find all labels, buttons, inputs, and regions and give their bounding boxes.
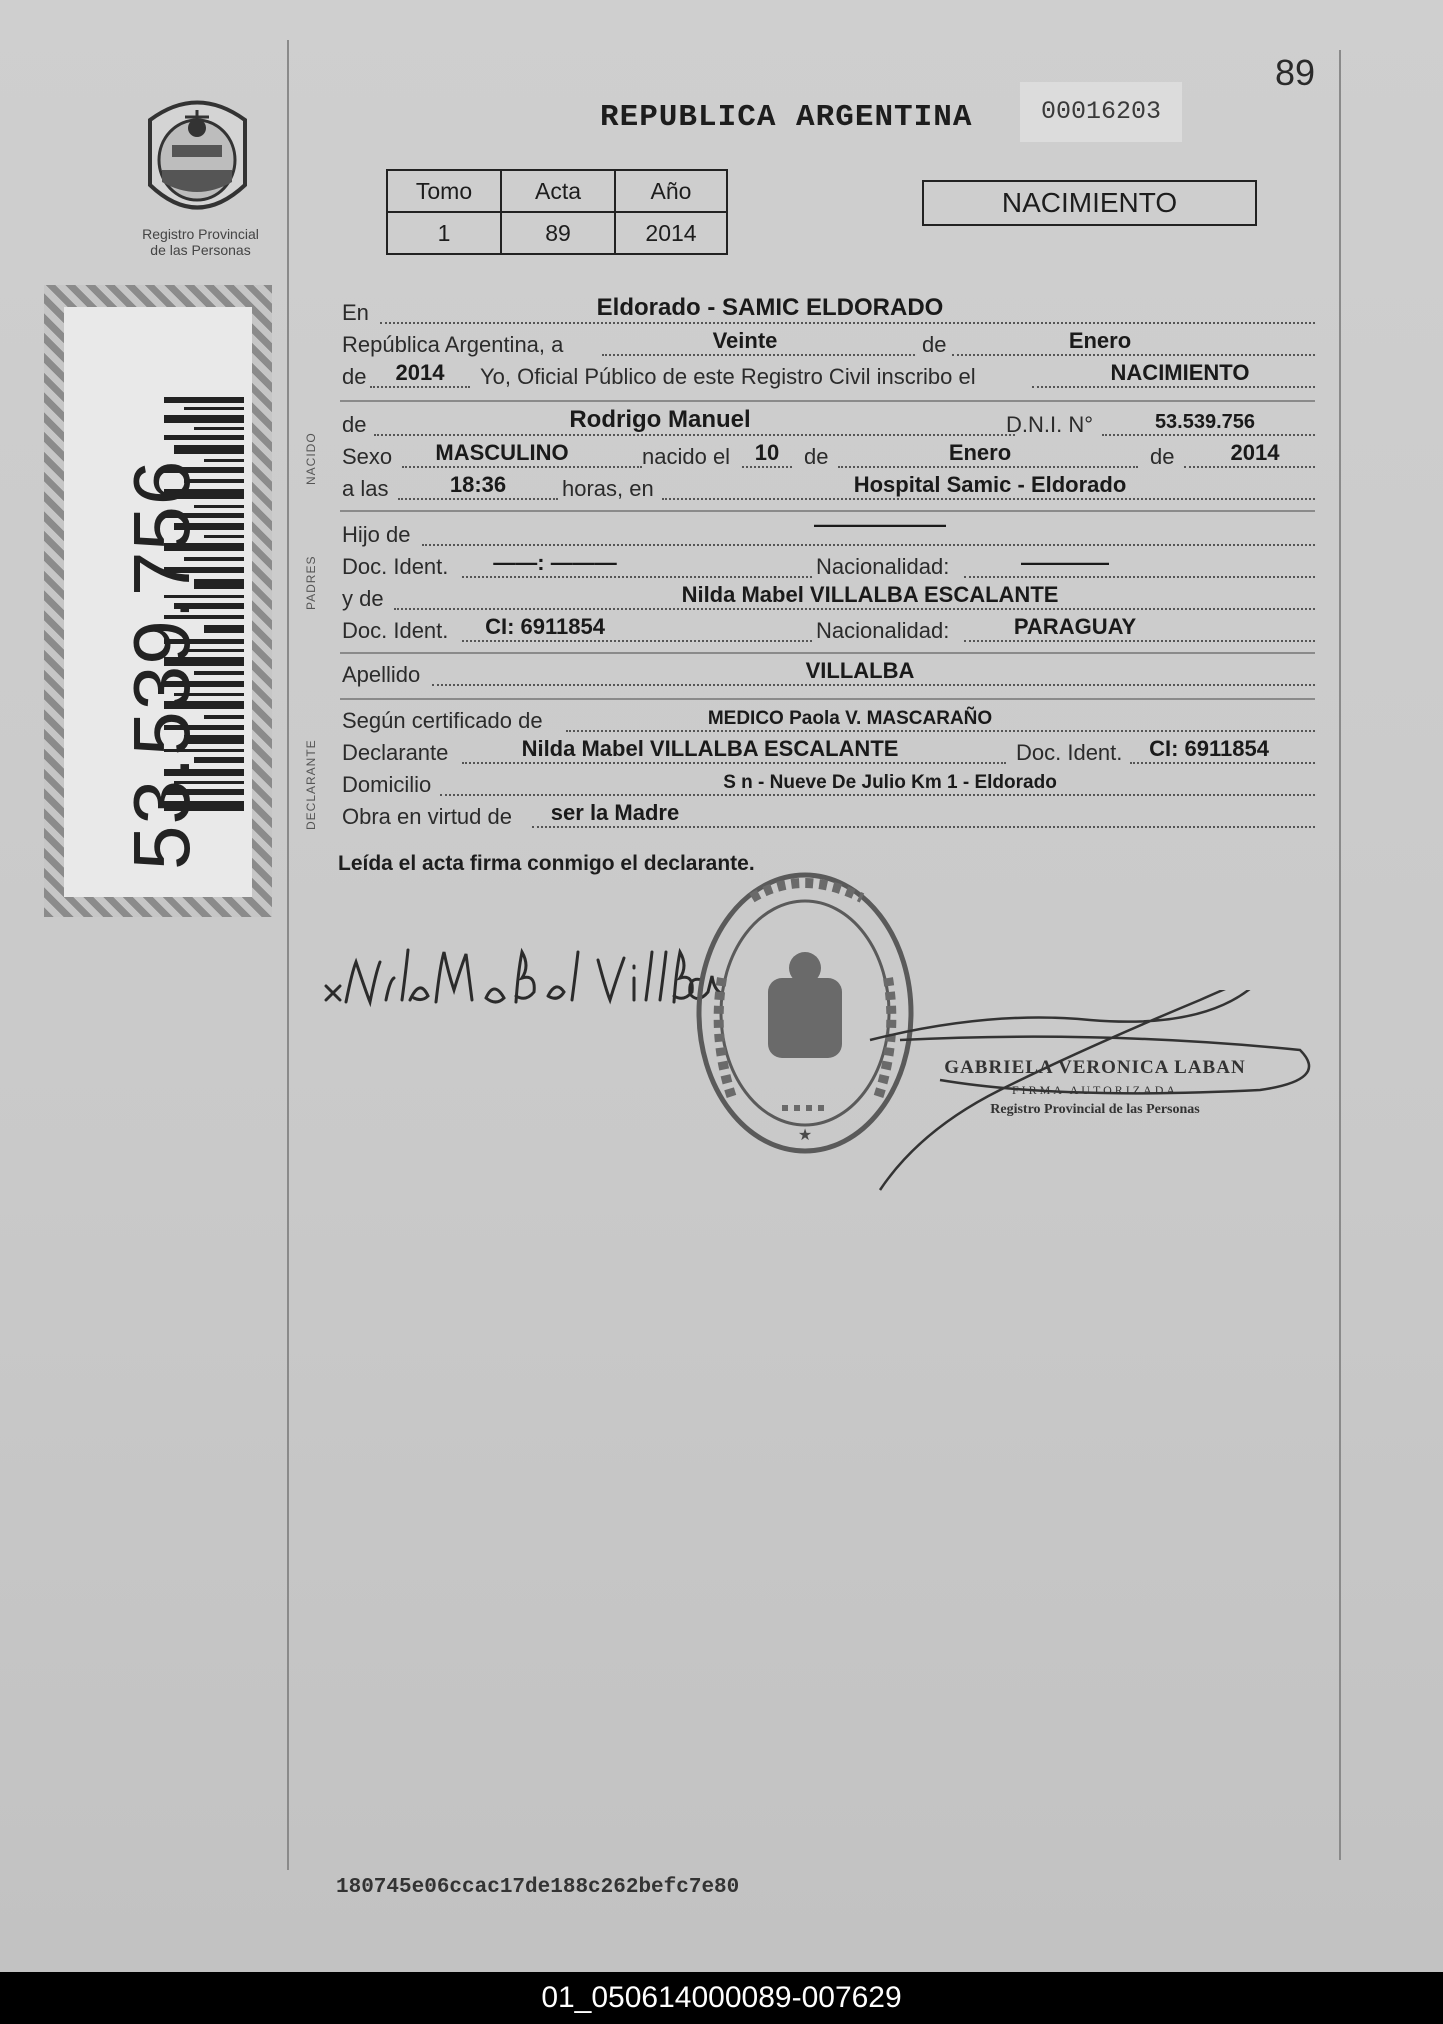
dotted-line (532, 826, 1315, 828)
registry-block (386, 169, 728, 255)
dotted-line (602, 354, 915, 356)
mother-doc-value: CI: 6911854 (485, 614, 605, 639)
left-margin-line (287, 40, 289, 1870)
row-certificate (340, 706, 1315, 736)
divider (340, 400, 1315, 402)
year-value: 2014 (395, 360, 445, 385)
sex-value: MASCULINO (435, 440, 569, 465)
ano-value: 2014 (615, 212, 727, 254)
side-label-parents: PADRES (304, 555, 318, 610)
row-name (340, 406, 1315, 440)
record-type-box: NACIMIENTO (922, 180, 1257, 226)
row-declarant (340, 738, 1315, 768)
time-value: 18:36 (449, 472, 507, 497)
dotted-line (398, 498, 558, 500)
label-hijo: Hijo de (342, 522, 411, 547)
label-republica: República Argentina, a (342, 332, 564, 357)
birth-month-value: Enero (948, 440, 1012, 465)
dotted-line (432, 684, 1315, 686)
dni-sticker-number: 53.539.756 (117, 459, 206, 870)
document-hash: 180745e06ccac17de188c262befc7e80 (336, 1876, 740, 1899)
label-doc-2: Doc. Ident. (342, 618, 449, 643)
dotted-line (566, 730, 1315, 732)
label-apellido: Apellido (342, 662, 421, 687)
dotted-line (1102, 434, 1315, 436)
dotted-line (1032, 386, 1315, 388)
dotted-line (462, 640, 812, 642)
label-de-name: de (342, 412, 367, 437)
row-time-place (340, 474, 1315, 504)
label-horas: horas, en (562, 476, 654, 501)
mother-nationality-value: PARAGUAY (1013, 614, 1137, 639)
dotted-line (462, 762, 1006, 764)
dotted-line (964, 640, 1315, 642)
dotted-line (374, 434, 1015, 436)
label-domicilio: Domicilio (342, 772, 432, 797)
label-sexo: Sexo (342, 444, 393, 469)
certificate-value: MEDICO Paola V. MASCARAÑO (707, 708, 993, 729)
label-de: de (922, 332, 947, 357)
capacity-value: ser la Madre (550, 800, 680, 825)
dotted-line (952, 354, 1315, 356)
side-label-declarant: DECLARANTE (304, 739, 318, 830)
dotted-line (402, 466, 642, 468)
registry-caption-line-2: de las Personas (150, 242, 251, 258)
label-de-year: de (342, 364, 367, 389)
official-role: FIRMA AUTORIZADA (1011, 1083, 1179, 1097)
birth-year-value: 2014 (1230, 440, 1280, 465)
label-alas: a las (342, 476, 389, 501)
place-value: Eldorado - SAMIC ELDORADO (596, 294, 944, 321)
file-id-bar (0, 1972, 1443, 2024)
dotted-line (394, 608, 1315, 610)
row-father (340, 512, 1315, 550)
closing-statement: Leída el acta firma conmigo el declarante. (338, 852, 755, 875)
dni-sticker (44, 285, 272, 917)
tomo-header: Tomo (387, 170, 501, 212)
label-nacionalidad: Nacionalidad: (816, 554, 950, 579)
row-father-doc (340, 552, 1315, 582)
dotted-line (838, 466, 1138, 468)
label-nacido: nacido el (642, 444, 731, 469)
svg-text:★: ★ (797, 1125, 813, 1144)
dotted-line (1130, 762, 1315, 764)
acta-value: 89 (501, 212, 615, 254)
label-obra: Obra en virtud de (342, 804, 512, 829)
right-margin-line (1339, 50, 1341, 1860)
day-word-value: Veinte (712, 328, 778, 353)
row-place (340, 294, 1315, 328)
row-sex-birth (340, 442, 1315, 472)
event-value: NACIMIENTO (1110, 360, 1250, 385)
surname-value: VILLALBA (805, 658, 915, 683)
declarant-doc-value: CI: 6911854 (1149, 736, 1269, 761)
registry-caption (118, 226, 283, 258)
row-capacity (340, 802, 1315, 832)
label-declarante: Declarante (342, 740, 449, 765)
row-date (340, 330, 1315, 360)
serial-sticker: 00016203 (1020, 82, 1182, 142)
declarant-value: Nilda Mabel VILLALBA ESCALANTE (521, 736, 899, 761)
birth-place-value: Hospital Samic - Eldorado (853, 472, 1127, 497)
label-segun: Según certificado de (342, 708, 543, 733)
row-surname (340, 660, 1315, 690)
label-de-2: de (804, 444, 829, 469)
month-value: Enero (1068, 328, 1132, 353)
row-event (340, 362, 1315, 392)
label-dni: D.N.I. N° (1006, 412, 1094, 437)
dotted-line (370, 386, 470, 388)
registry-caption-line-1: Registro Provincial (142, 226, 259, 242)
province-emblem (140, 90, 255, 225)
dotted-line (380, 322, 1315, 324)
row-address (340, 770, 1315, 800)
official-registry: Registro Provincial de las Personas (990, 1102, 1200, 1117)
label-yo: Yo, Oficial Público de este Registro Civil inscribo el (480, 364, 976, 389)
row-mother (340, 584, 1315, 614)
official-stamp-text (930, 1057, 1260, 1118)
ano-header: Año (615, 170, 727, 212)
label-en: En (342, 300, 369, 325)
label-doc: Doc. Ident. (342, 554, 449, 579)
dni-value: 53.539.756 (1154, 411, 1256, 433)
father-doc-value: ——: ——— (493, 550, 617, 575)
official-name: GABRIELA VERONICA LABAN (944, 1057, 1246, 1078)
divider (340, 698, 1315, 700)
side-label-born: NACIDO (304, 432, 318, 485)
divider (340, 652, 1315, 654)
name-value: Rodrigo Manuel (569, 406, 751, 433)
label-nacionalidad-2: Nacionalidad: (816, 618, 950, 643)
dotted-line (422, 544, 1315, 546)
dotted-line (964, 576, 1315, 578)
label-yde: y de (342, 586, 384, 611)
header-title: REPUBLICA ARGENTINA (600, 100, 973, 135)
label-doc-3: Doc. Ident. (1016, 740, 1123, 765)
father-nationality-value: ———— (1021, 550, 1109, 575)
dotted-line (462, 576, 812, 578)
page-number: 89 (1274, 52, 1315, 93)
birth-day-value: 10 (754, 440, 780, 465)
dotted-line (742, 466, 792, 468)
dotted-line (662, 498, 1315, 500)
declarant-signature (316, 940, 736, 1030)
file-id: 01_050614000089-007629 (541, 1981, 902, 2014)
row-mother-doc (340, 616, 1315, 646)
address-value: S n - Nueve De Julio Km 1 - Eldorado (723, 772, 1057, 793)
dotted-line (440, 794, 1315, 796)
mother-name-value: Nilda Mabel VILLALBA ESCALANTE (681, 582, 1059, 607)
acta-header: Acta (501, 170, 615, 212)
tomo-value: 1 (387, 212, 501, 254)
label-de-3: de (1150, 444, 1175, 469)
father-name-value: —————— (814, 512, 946, 537)
dotted-line (1184, 466, 1315, 468)
